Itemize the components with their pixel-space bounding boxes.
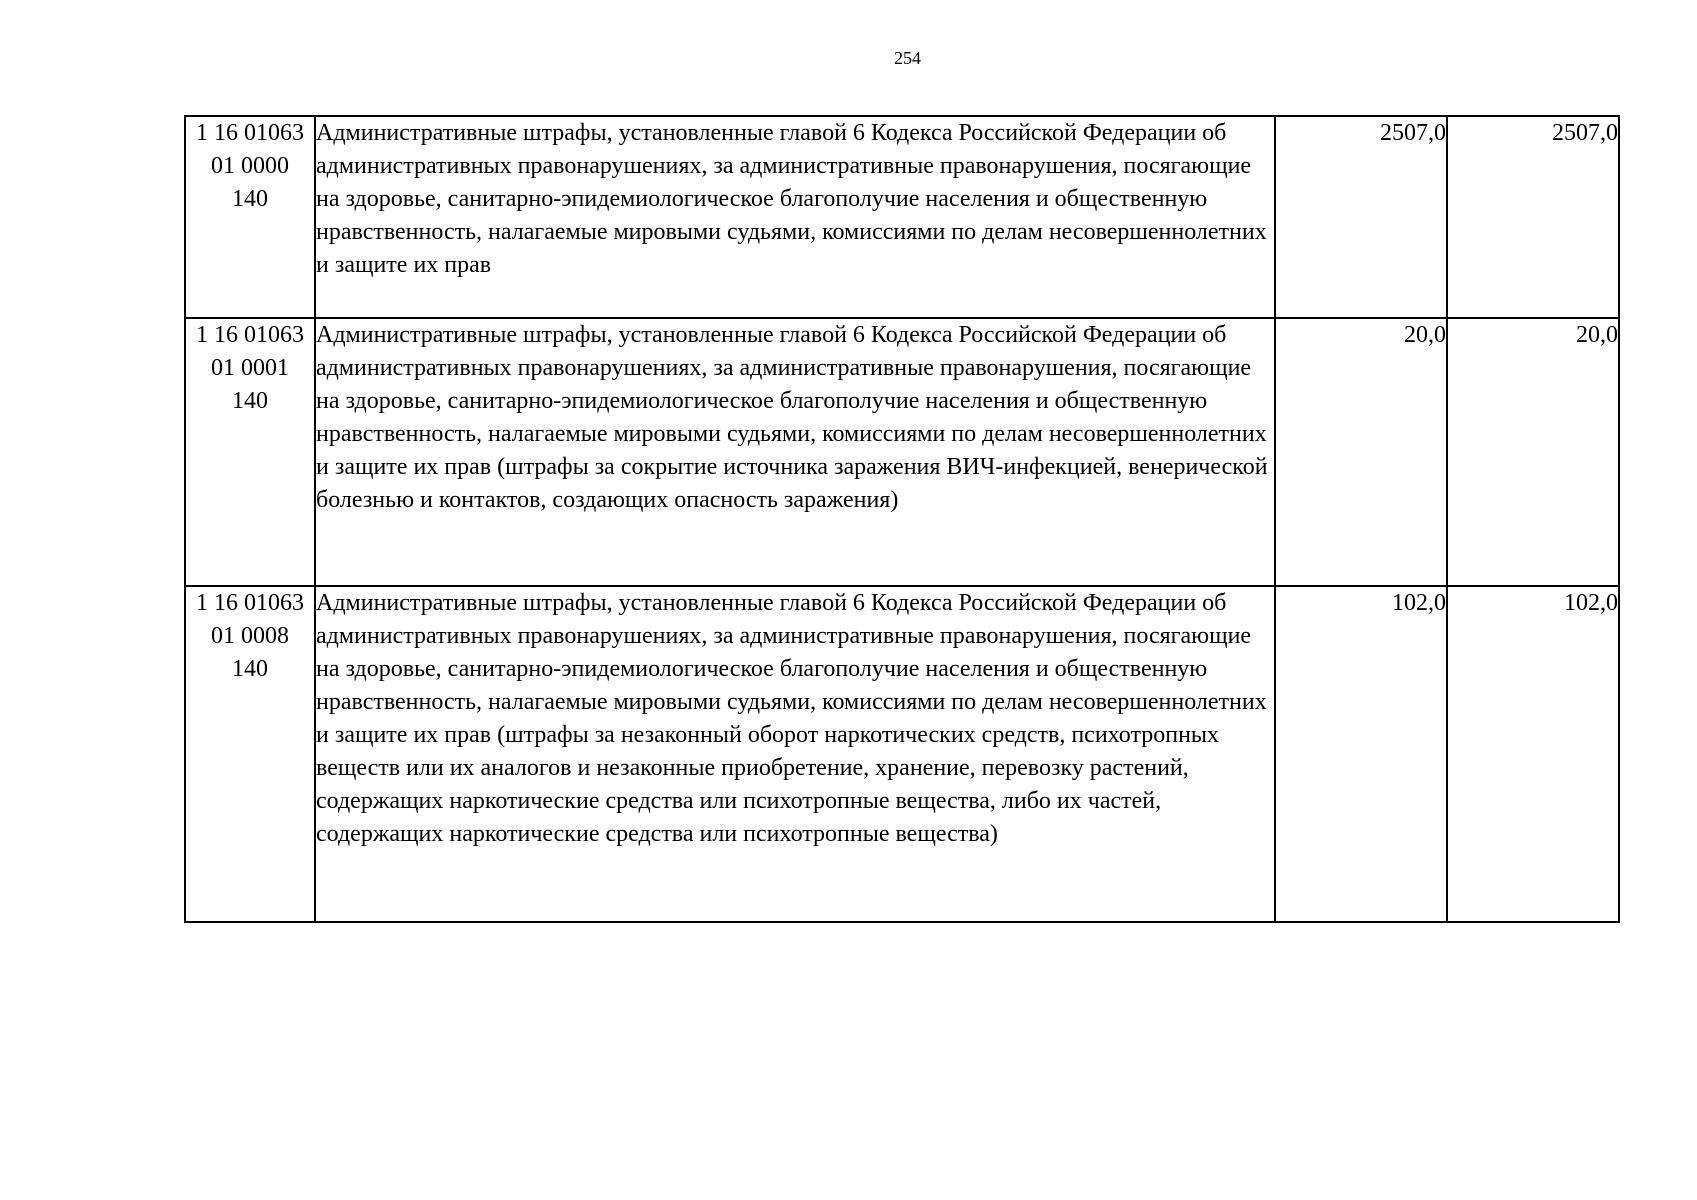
value-cell-1: 102,0 xyxy=(1275,586,1447,922)
value-cell-1: 2507,0 xyxy=(1275,116,1447,318)
value-cell-2: 2507,0 xyxy=(1447,116,1619,318)
value-cell-2: 102,0 xyxy=(1447,586,1619,922)
description-cell: Административные штрафы, установленные главой 6 Кодекса Российской Федерации об административных правонарушениях, за административные правонарушения, посягающие на здоровье, санитарно-эпидемиологическое благополучие населения и общественную нравственность, налагаемые мировыми судьями, комиссиями по делам несовершеннолетних и защите их прав (штрафы за сокрытие источника заражения ВИЧ-инфекцией, венерической болезнью и контактов, создающих опасность заражения) xyxy=(315,318,1275,586)
budget-table xyxy=(184,115,1620,923)
description-cell: Административные штрафы, установленные главой 6 Кодекса Российской Федерации об административных правонарушениях, за административные правонарушения, посягающие на здоровье, санитарно-эпидемиологическое благополучие населения и общественную нравственность, налагаемые мировыми судьями, комиссиями по делам несовершеннолетних и защите их прав xyxy=(315,116,1275,318)
table-row xyxy=(185,318,1619,586)
code-part: 140 xyxy=(232,186,268,212)
value-cell-2: 20,0 xyxy=(1447,318,1619,586)
code-part: 140 xyxy=(232,388,268,414)
page-number: 254 xyxy=(894,48,921,68)
value-cell-1: 20,0 xyxy=(1275,318,1447,586)
code-part: 01 0008 xyxy=(211,623,289,649)
code-part: 1 16 01063 xyxy=(196,322,304,348)
code-part: 1 16 01063 xyxy=(196,120,304,146)
code-part: 1 16 01063 xyxy=(196,590,304,616)
table-row xyxy=(185,586,1619,922)
code-part: 01 0001 xyxy=(211,355,289,381)
code-part: 01 0000 xyxy=(211,153,289,179)
budget-code-cell xyxy=(185,116,315,318)
budget-code-cell xyxy=(185,318,315,586)
description-cell: Административные штрафы, установленные главой 6 Кодекса Российской Федерации об административных правонарушениях, за административные правонарушения, посягающие на здоровье, санитарно-эпидемиологическое благополучие населения и общественную нравственность, налагаемые мировыми судьями, комиссиями по делам несовершеннолетних и защите их прав (штрафы за незаконный оборот наркотических средств, психотропных веществ или их аналогов и незаконные приобретение, хранение, перевозку растений, содержащих наркотические средства или психотропные вещества, либо их частей, содержащих наркотические средства или психотропные вещества) xyxy=(315,586,1275,922)
budget-code-cell xyxy=(185,586,315,922)
code-part: 140 xyxy=(232,656,268,682)
table-row xyxy=(185,116,1619,318)
